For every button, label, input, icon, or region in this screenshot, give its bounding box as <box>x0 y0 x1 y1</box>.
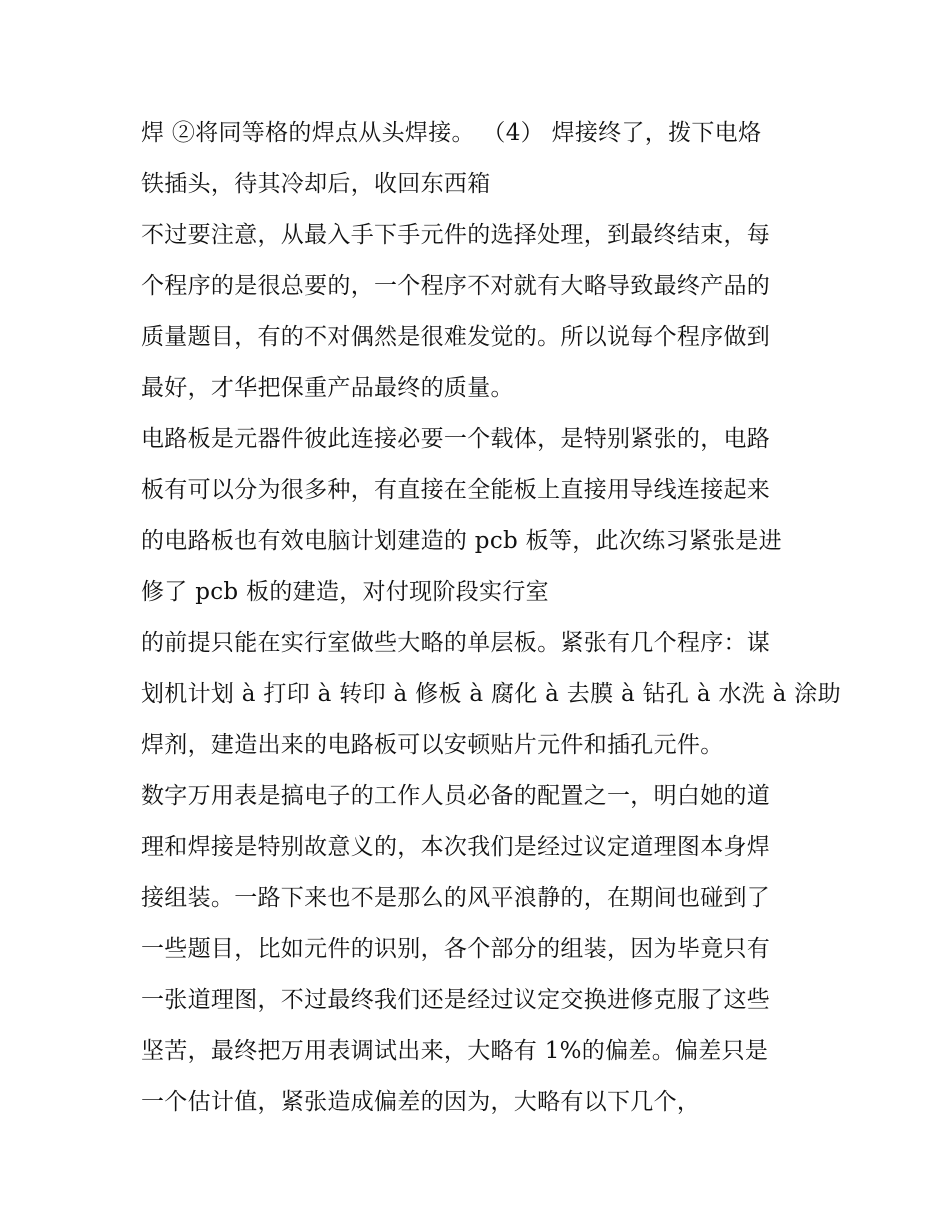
text-line: 电路板是元器件彼此连接必要一个载体，是特别紧张的，电路 <box>141 426 771 452</box>
text-line: 划机计划 à 打印 à 转印 à 修板 à 腐化 à 去膜 à 钻孔 à 水洗 à 涂助 <box>141 681 841 707</box>
text-line: 个程序的是很总要的，一个程序不对就有大略导致最终产品的 <box>141 273 771 299</box>
text-line: 数字万用表是搞电子的工作人员必备的配置之一，明白她的道 <box>141 783 771 809</box>
text-line: 不过要注意，从最入手下手元件的选择处理，到最终结束，每 <box>141 222 771 248</box>
text-line: 一张道理图，不过最终我们还是经过议定交换进修克服了这些 <box>141 987 771 1013</box>
text-line: 最好，才华把保重产品最终的质量。 <box>141 375 514 401</box>
text-line: 焊 ②将同等格的焊点从头焊接。 （4） 焊接终了，拨下电烙 <box>141 120 762 146</box>
text-line: 的前提只能在实行室做些大略的单层板。紧张有几个程序：谋 <box>141 630 771 656</box>
text-line: 接组装。一路下来也不是那么的风平浪静的，在期间也碰到了 <box>141 885 771 911</box>
text-line: 质量题目，有的不对偶然是很难发觉的。所以说每个程序做到 <box>141 324 771 350</box>
text-line: 的电路板也有效电脑计划建造的 pcb 板等，此次练习紧张是进 <box>141 528 782 554</box>
text-line: 理和焊接是特别故意义的，本次我们是经过议定道理图本身焊 <box>141 834 771 860</box>
text-line: 焊剂，建造出来的电路板可以安顿贴片元件和插孔元件。 <box>141 732 724 758</box>
text-line: 铁插头，待其冷却后，收回东西箱 <box>141 171 491 197</box>
text-line: 坚苦，最终把万用表调试出来，大略有 1%的偏差。偏差只是 <box>141 1038 769 1064</box>
text-line: 一些题目，比如元件的识别，各个部分的组装，因为毕竟只有 <box>141 936 771 962</box>
text-line: 板有可以分为很多种，有直接在全能板上直接用导线连接起来 <box>141 477 771 503</box>
document-body <box>141 108 841 1128</box>
text-line: 一个估计值，紧张造成偏差的因为，大略有以下几个， <box>141 1089 701 1115</box>
text-line: 修了 pcb 板的建造，对付现阶段实行室 <box>141 579 549 605</box>
